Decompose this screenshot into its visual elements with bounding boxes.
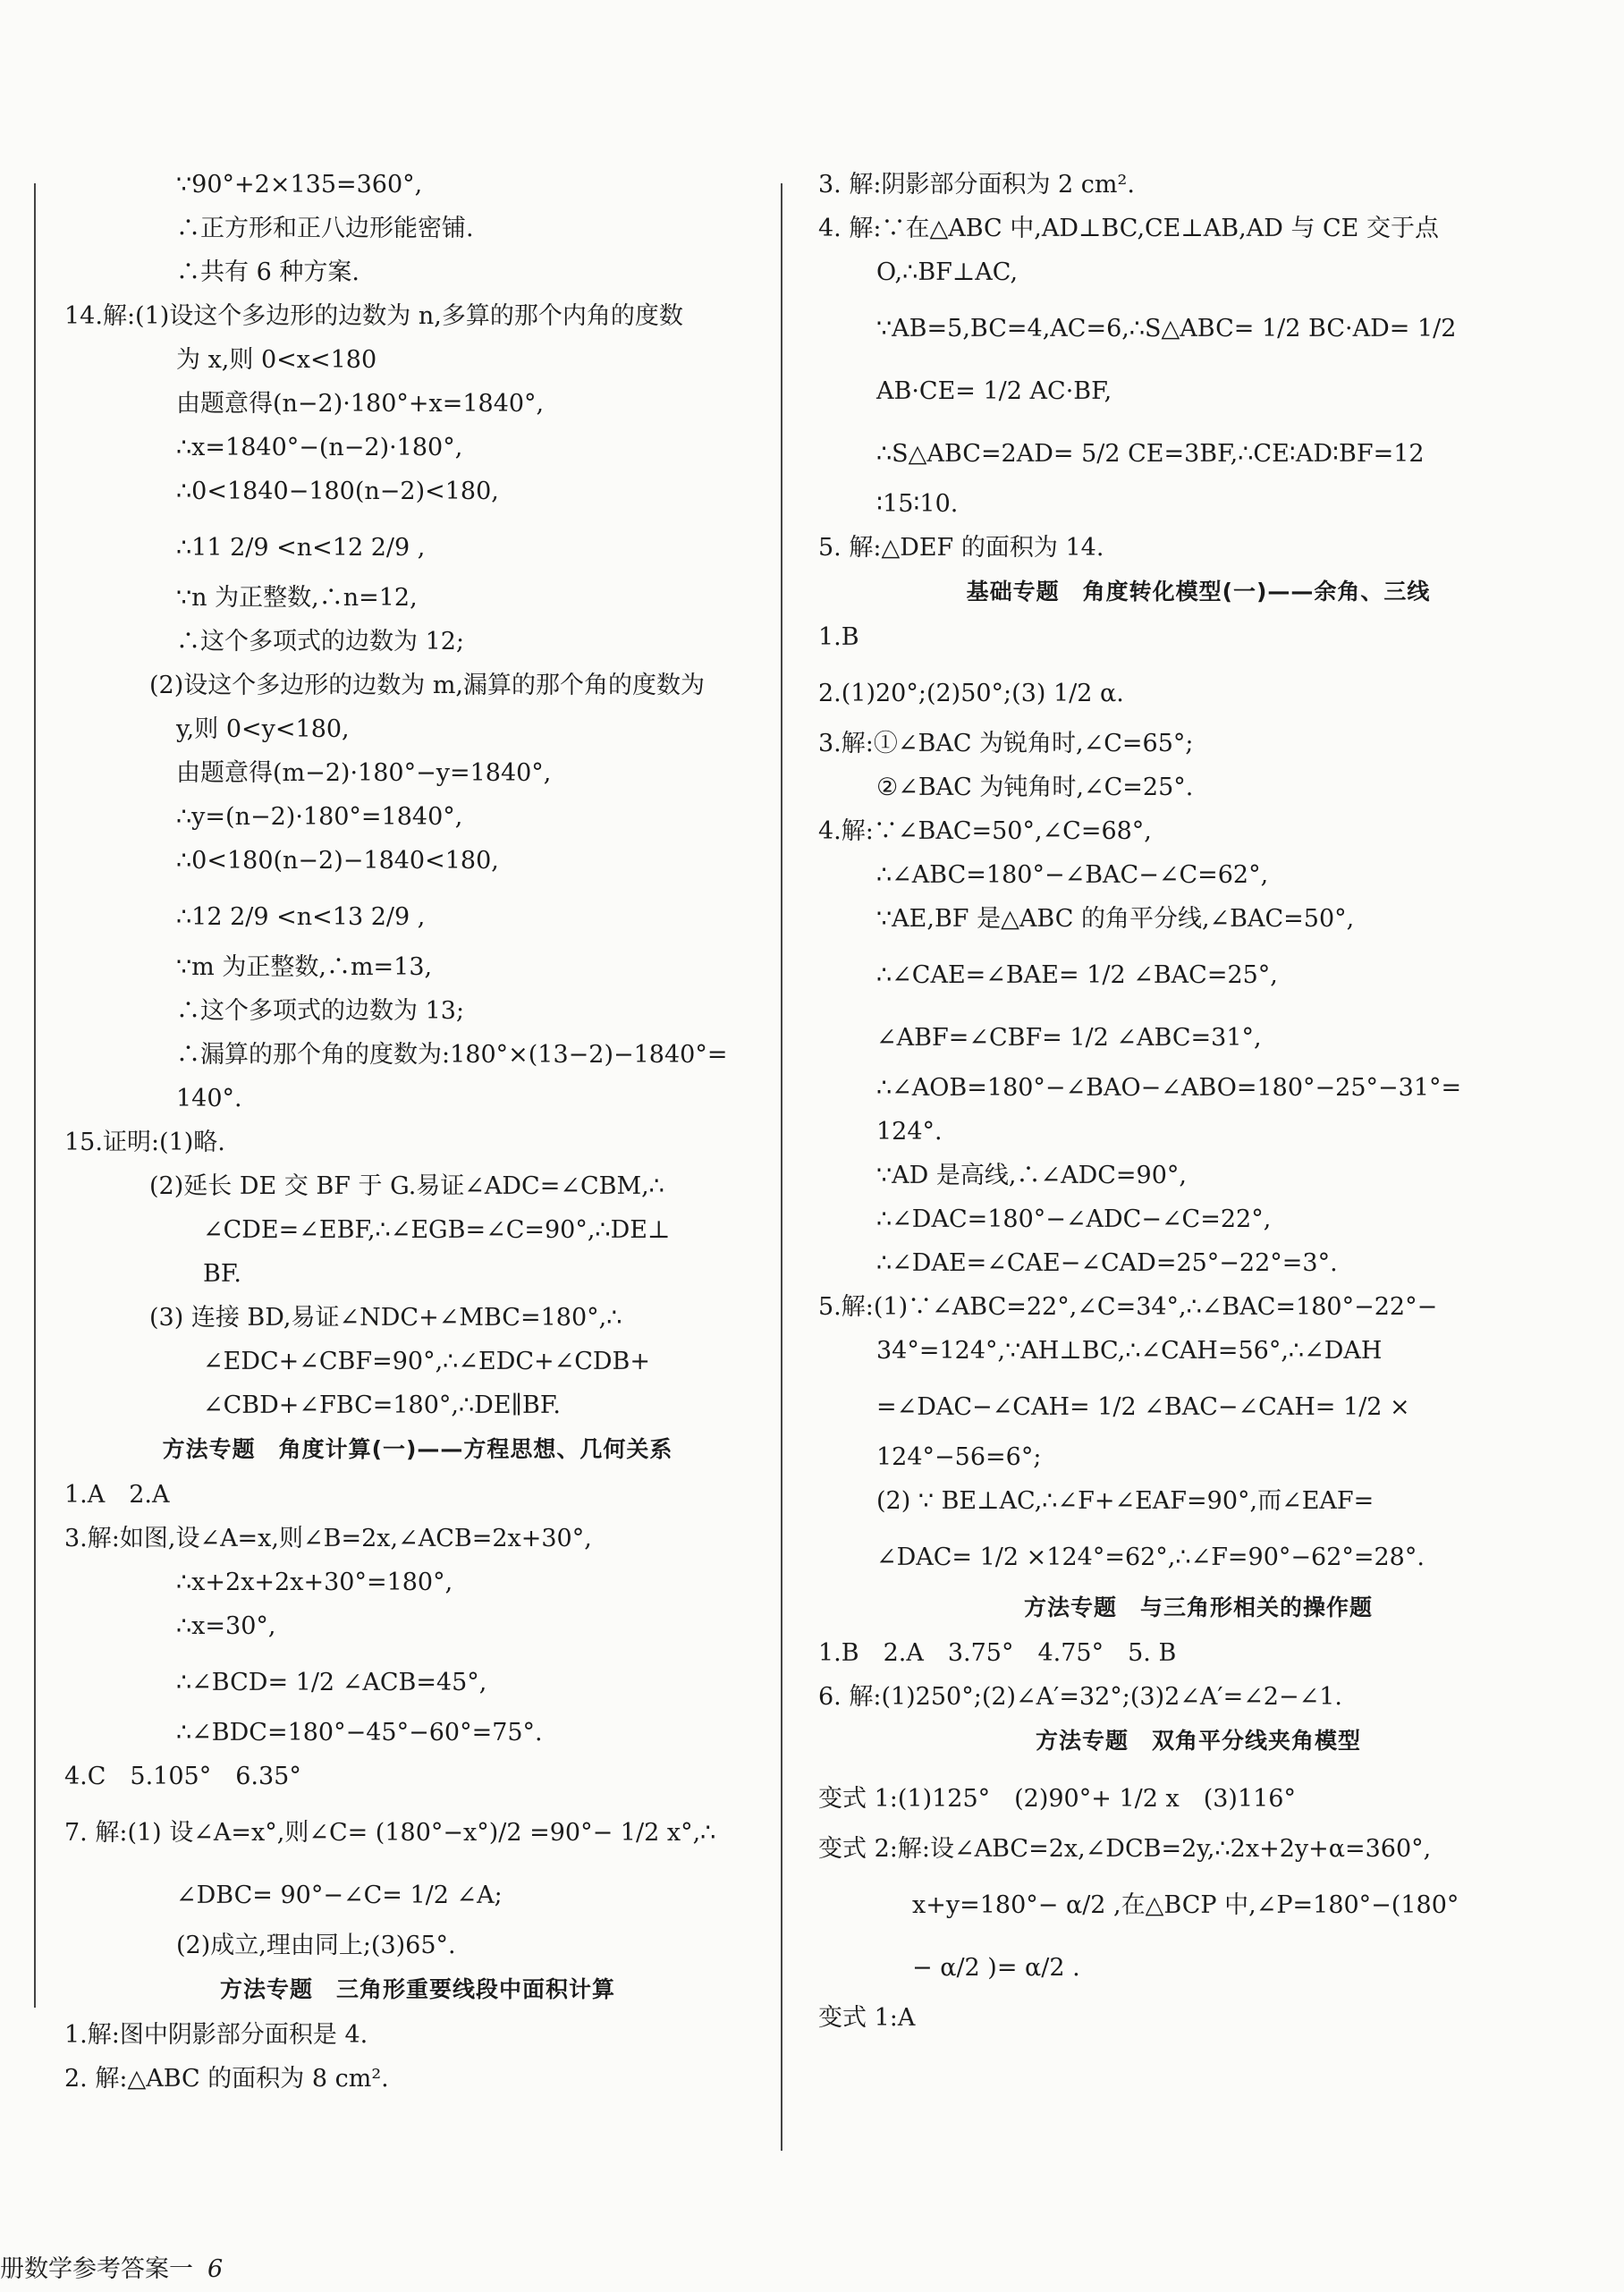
answer-line: ∠CDE=∠EBF,∴∠EGB=∠C=90°,∴DE⊥ (203, 1216, 671, 1244)
answer-line: (2)设这个多边形的边数为 m,漏算的那个角的度数为 (149, 672, 706, 699)
answer-line: ∴正方形和正八边形能密铺. (176, 215, 474, 242)
answer-line: ∴这个多项式的边数为 13; (176, 997, 465, 1025)
answer-line: 2.(1)20°;(2)50°;(3) 1/2 α. (818, 680, 1124, 707)
answer-line: ∴y=(n−2)·180°=1840°, (176, 803, 463, 831)
answer-line: 由题意得(n−2)·180°+x=1840°, (176, 390, 545, 418)
section-heading: 方法专题 与三角形相关的操作题 (1023, 1594, 1373, 1620)
answer-line: ∴0<180(n−2)−1840<180, (176, 847, 499, 875)
answer-line: 1.A 2.A (64, 1481, 170, 1509)
section-heading: 方法专题 双角平分线夹角模型 (1035, 1728, 1361, 1754)
answer-line: 3.解:如图,设∠A=x,则∠B=2x,∠ACB=2x+30°, (64, 1525, 592, 1552)
answer-line: 124°−56=6°; (876, 1443, 1042, 1471)
answer-line: 3. 解:阴影部分面积为 2 cm². (818, 171, 1135, 199)
answer-line: 1.解:图中阴影部分面积是 4. (64, 2021, 368, 2049)
answer-line: ∵AB=5,BC=4,AC=6,∴S△ABC= 1/2 BC·AD= 1/2 (876, 315, 1457, 343)
answer-line: 140°. (176, 1085, 242, 1112)
section-heading: 基础专题 角度转化模型(一)——余角、三线 (966, 579, 1431, 605)
page-number: 6 (207, 2255, 224, 2283)
answer-line: ∴共有 6 种方案. (176, 258, 359, 286)
left-margin-rule (34, 183, 36, 2008)
answer-line: ∴x=30°, (176, 1612, 276, 1640)
answer-line: 1.B 2.A 3.75° 4.75° 5. B (818, 1639, 1177, 1667)
section-heading: 方法专题 角度计算(一)——方程思想、几何关系 (162, 1436, 673, 1462)
answer-line: 为 x,则 0<x<180 (176, 346, 377, 374)
answer-line: ∴0<1840−180(n−2)<180, (176, 478, 499, 505)
answer-line: 14.解:(1)设这个多边形的边数为 n,多算的那个内角的度数 (64, 302, 683, 330)
answer-line: ∠ABF=∠CBF= 1/2 ∠ABC=31°, (876, 1024, 1262, 1052)
answer-line: ∴x=1840°−(n−2)·180°, (176, 434, 463, 461)
answer-line: ∴x+2x+2x+30°=180°, (176, 1569, 453, 1596)
answer-line: 6. 解:(1)250°;(2)∠A′=32°;(3)2∠A′=∠2−∠1. (818, 1683, 1342, 1711)
answer-line: ∴∠AOB=180°−∠BAO−∠ABO=180°−25°−31°= (876, 1074, 1462, 1102)
answer-line: O,∴BF⊥AC, (876, 258, 1019, 286)
right-column (818, 170, 1578, 2047)
column-divider (781, 183, 782, 2151)
answer-line: ∴∠CAE=∠BAE= 1/2 ∠BAC=25°, (876, 961, 1278, 989)
answer-line: ∠DAC= 1/2 ×124°=62°,∴∠F=90°−62°=28°. (876, 1544, 1425, 1571)
left-column (64, 170, 771, 2108)
answer-line: ∴11 2/9 <n<12 2/9 , (176, 534, 426, 562)
answer-line: ∠CBD+∠FBC=180°,∴DE∥BF. (203, 1391, 561, 1419)
answer-line: 5. 解:△DEF 的面积为 14. (818, 534, 1104, 562)
answer-line: 15.证明:(1)略. (64, 1129, 225, 1156)
answer-line: ∵m 为正整数,∴m=13, (176, 953, 433, 981)
answer-line: 4.解:∵∠BAC=50°,∠C=68°, (818, 817, 1152, 845)
section-heading: 方法专题 三角形重要线段中面积计算 (219, 1976, 615, 2002)
answer-line: y,则 0<y<180, (176, 715, 350, 743)
answer-line: ∠DBC= 90°−∠C= 1/2 ∠A; (176, 1882, 503, 1909)
answer-line: ∴∠DAC=180°−∠ADC−∠C=22°, (876, 1205, 1272, 1233)
answer-line: 3.解:①∠BAC 为锐角时,∠C=65°; (818, 730, 1194, 757)
answer-line: 34°=124°,∵AH⊥BC,∴∠CAH=56°,∴∠DAH (876, 1337, 1383, 1365)
answer-line: 由题意得(m−2)·180°−y=1840°, (176, 759, 552, 787)
answer-line: (2)成立,理由同上;(3)65°. (176, 1932, 456, 1959)
answer-line: 变式 1:A (818, 2004, 916, 2032)
answer-line: ∶15∶10. (876, 490, 959, 518)
answer-line: (3) 连接 BD,易证∠NDC+∠MBC=180°,∴ (149, 1304, 622, 1332)
answer-line: 4.C 5.105° 6.35° (64, 1763, 301, 1790)
footer-title: 册数学参考答案一 (0, 2255, 193, 2283)
answer-line: =∠DAC−∠CAH= 1/2 ∠BAC−∠CAH= 1/2 × (876, 1393, 1410, 1421)
answer-line: ∵n 为正整数,∴n=12, (176, 584, 418, 612)
answer-line: ∴∠BDC=180°−45°−60°=75°. (176, 1719, 543, 1746)
answer-line: ∴漏算的那个角的度数为:180°×(13−2)−1840°= (176, 1041, 728, 1069)
answer-line: BF. (203, 1260, 241, 1288)
answer-line: ∴12 2/9 <n<13 2/9 , (176, 903, 426, 931)
answer-line: 变式 2:解:设∠ABC=2x,∠DCB=2y,∴2x+2y+α=360°, (818, 1835, 1432, 1863)
answer-line: ∴∠DAE=∠CAE−∠CAD=25°−22°=3°. (876, 1249, 1338, 1277)
answer-line: ∵AD 是高线,∴∠ADC=90°, (876, 1162, 1187, 1189)
answer-line: AB·CE= 1/2 AC·BF, (876, 377, 1112, 405)
answer-line: ∴这个多项式的边数为 12; (176, 628, 465, 655)
answer-line: x+y=180°− α/2 ,在△BCP 中,∠P=180°−(180° (912, 1891, 1459, 1919)
answer-line: ∴S△ABC=2AD= 5/2 CE=3BF,∴CE∶AD∶BF=12 (876, 440, 1425, 468)
answer-line: 7. 解:(1) 设∠A=x°,则∠C= (180°−x°)/2 =90°− 1/2 x°,∴ (64, 1819, 716, 1847)
answer-line: 5.解:(1)∵∠ABC=22°,∠C=34°,∴∠BAC=180°−22°− (818, 1293, 1438, 1321)
answer-line: − α/2 )= α/2 . (912, 1954, 1080, 1982)
answer-line: 1.B (818, 623, 859, 651)
answer-line: 4. 解:∵在△ABC 中,AD⊥BC,CE⊥AB,AD 与 CE 交于点 (818, 215, 1439, 242)
answer-line: 124°. (876, 1118, 943, 1146)
answer-line: 变式 1:(1)125° (2)90°+ 1/2 x (3)116° (818, 1785, 1296, 1813)
page-footer (0, 2249, 223, 2284)
answer-line: ∴∠ABC=180°−∠BAC−∠C=62°, (876, 861, 1269, 889)
answer-line: (2)延长 DE 交 BF 于 G.易证∠ADC=∠CBM,∴ (149, 1172, 664, 1200)
answer-line: ∠EDC+∠CBF=90°,∴∠EDC+∠CDB+ (203, 1348, 651, 1375)
answer-line: ②∠BAC 为钝角时,∠C=25°. (876, 774, 1194, 801)
answer-line: ∵90°+2×135=360°, (176, 171, 423, 199)
answer-line: (2) ∵ BE⊥AC,∴∠F+∠EAF=90°,而∠EAF= (876, 1487, 1374, 1515)
answer-line: ∵AE,BF 是△ABC 的角平分线,∠BAC=50°, (876, 905, 1355, 933)
answer-line: ∴∠BCD= 1/2 ∠ACB=45°, (176, 1669, 487, 1696)
answer-line: 2. 解:△ABC 的面积为 8 cm². (64, 2065, 389, 2093)
